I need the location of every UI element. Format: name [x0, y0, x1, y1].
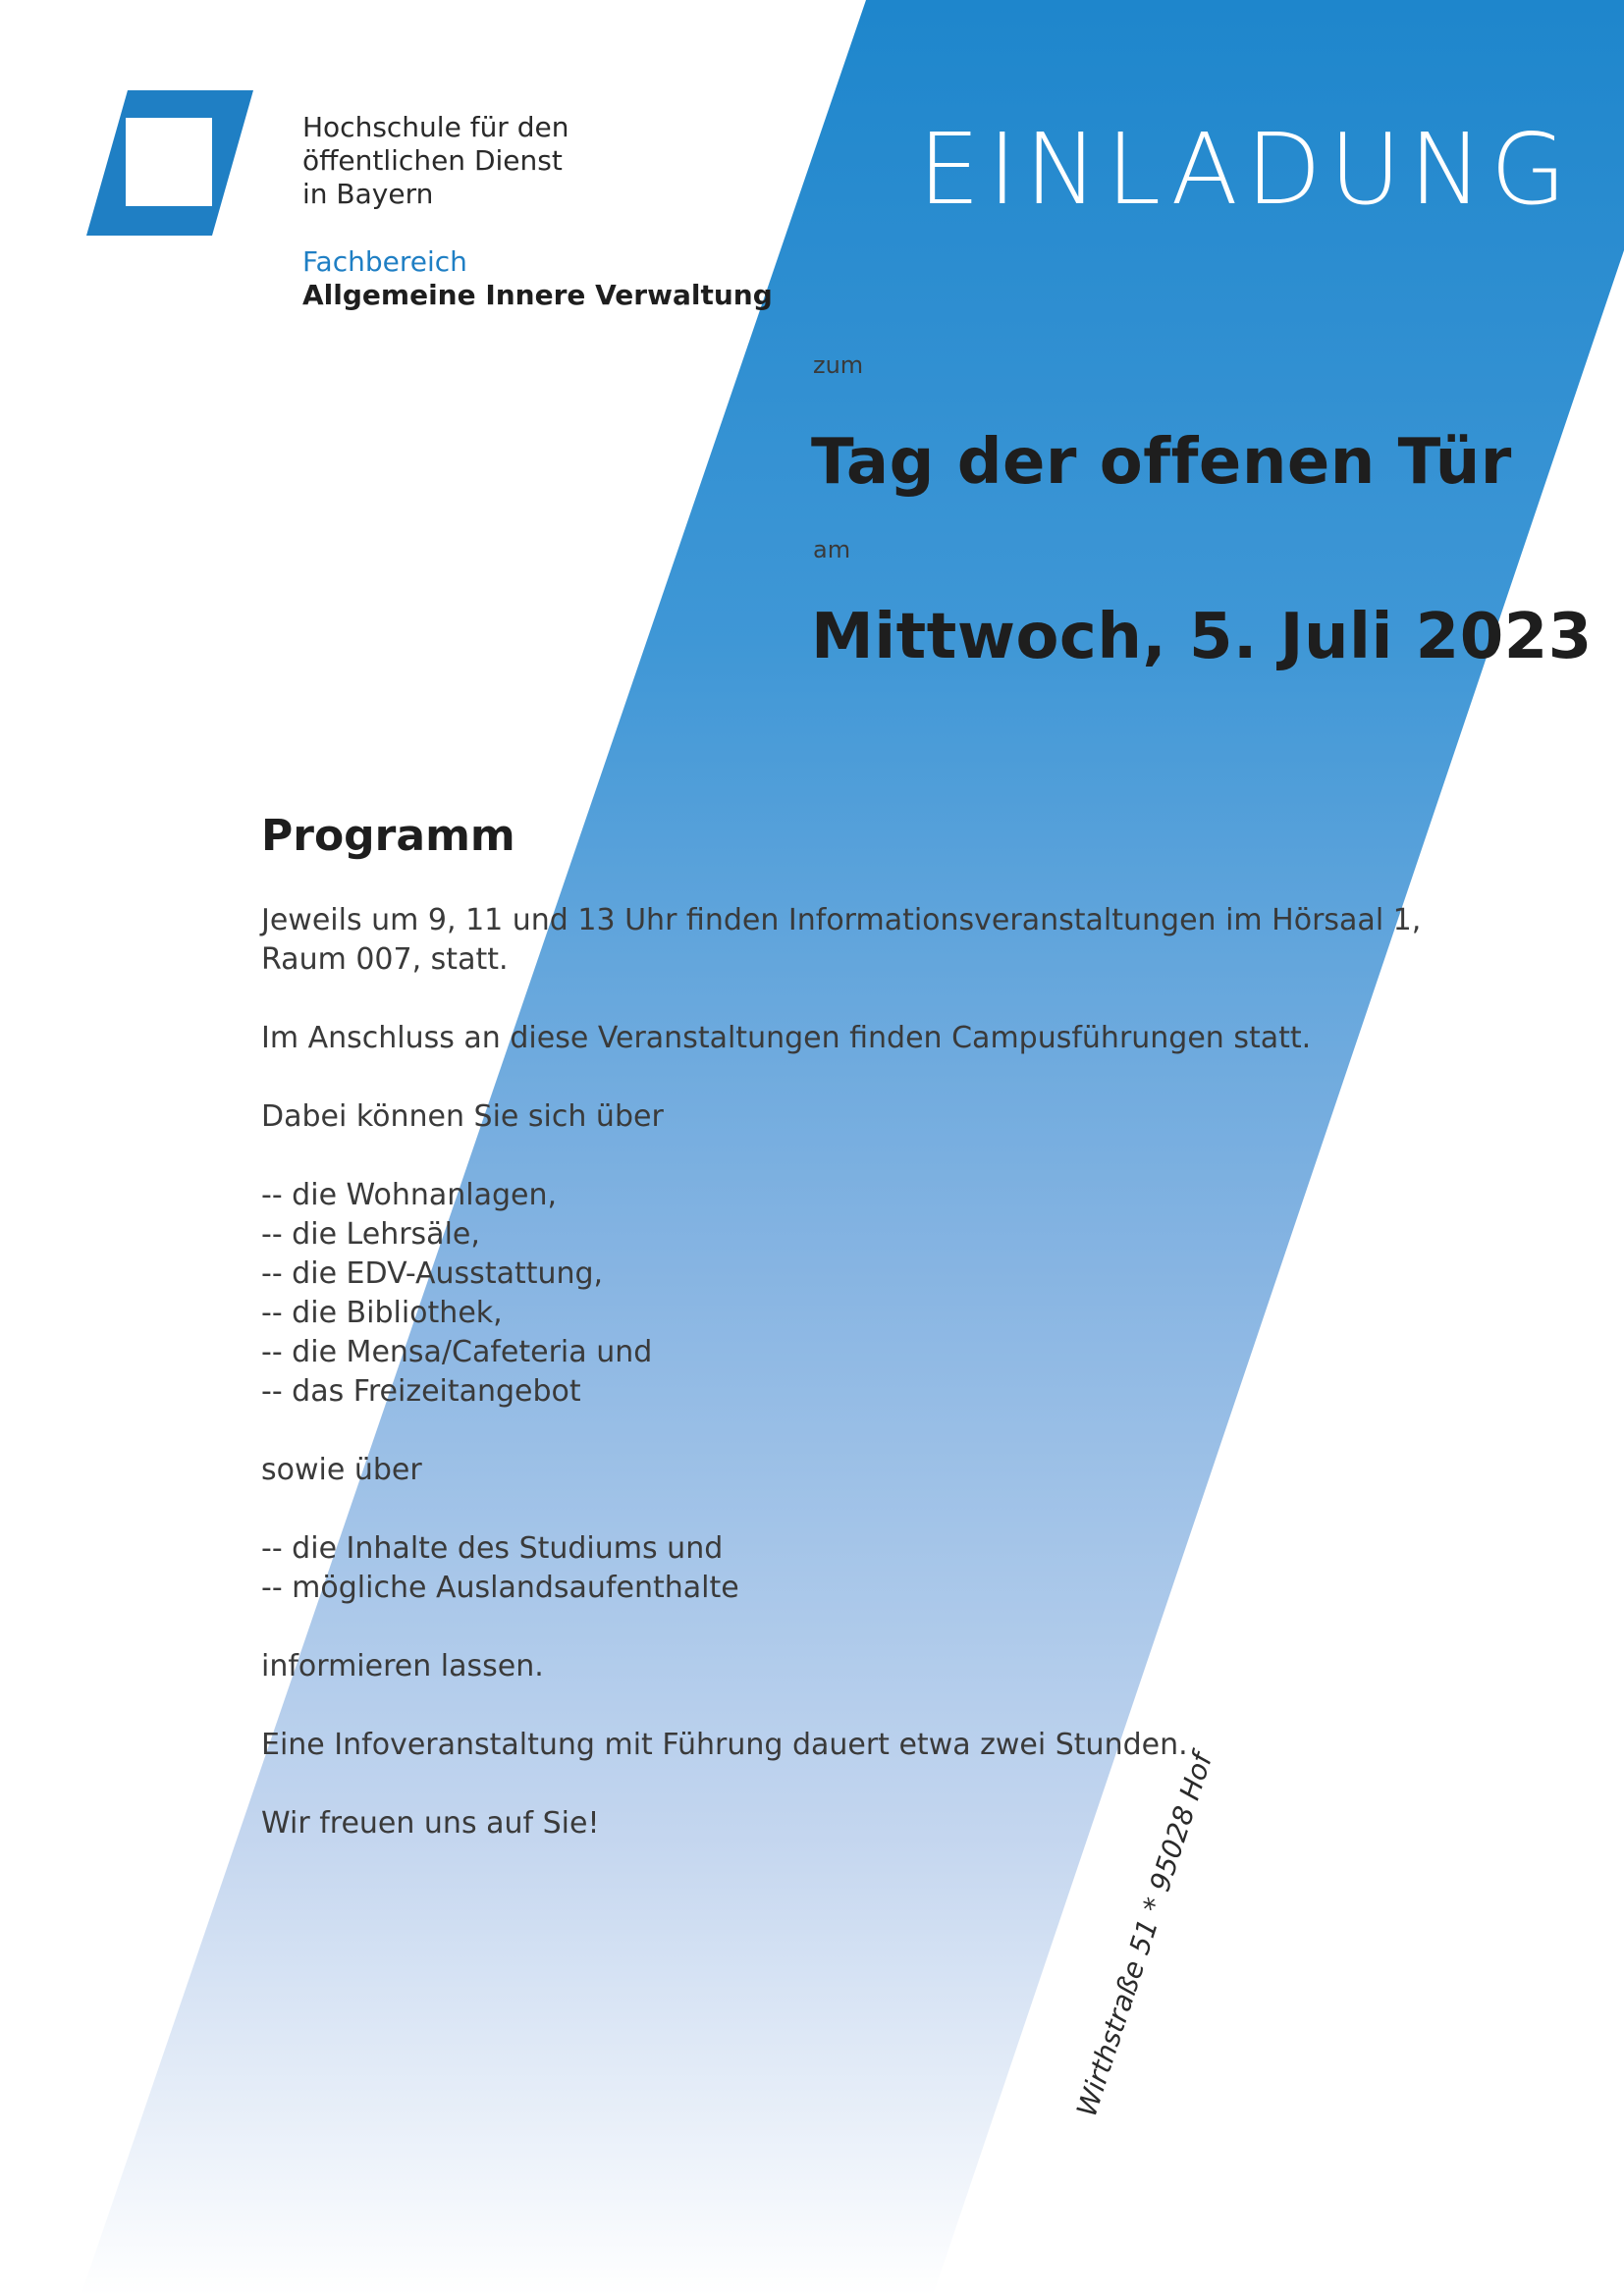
- department: [302, 245, 773, 312]
- event-date: Mittwoch, 5. Juli 2023: [811, 601, 1593, 673]
- followup-text: Im Anschluss an diese Veranstaltungen finden Campusführungen statt.: [261, 1021, 1312, 1055]
- program-body: [261, 901, 1439, 1843]
- intro-line-1: Jeweils um 9, 11 und 13 Uhr finden Informationsveranstaltungen im Hörsaal 1,: [261, 903, 1422, 937]
- greeting-text: Wir freuen uns auf Sie!: [261, 1806, 600, 1841]
- list-item: -- die EDV-Ausstattung,: [261, 1256, 604, 1291]
- list-item: -- das Freizeitangebot: [261, 1374, 581, 1409]
- institution-name: [302, 111, 568, 211]
- department-name: Allgemeine Innere Verwaltung: [302, 279, 773, 311]
- institution-name-line-1: Hochschule für den: [302, 111, 569, 143]
- institution-name-line-2: öffentlichen Dienst: [302, 144, 563, 177]
- list-item: -- die Lehrsäle,: [261, 1217, 480, 1252]
- list-item: -- die Bibliothek,: [261, 1296, 503, 1330]
- institution-name-line-3: in Bayern: [302, 178, 434, 210]
- lead-text: Dabei können Sie sich über: [261, 1099, 664, 1134]
- institution-logo: [86, 90, 253, 236]
- duration-text: Eine Infoveranstaltung mit Führung dauert etwa zwei Stunden.: [261, 1728, 1188, 1762]
- list-item: -- die Wohnanlagen,: [261, 1178, 558, 1212]
- address: Wirthstraße 51 * 95028 Hof: [1070, 1748, 1219, 2121]
- list-item: -- die Mensa/Cafeteria und: [261, 1335, 653, 1369]
- event-title: Tag der offenen Tür: [811, 426, 1512, 499]
- intro-line-2: Raum 007, statt.: [261, 942, 509, 977]
- list-item: -- mögliche Auslandsaufenthalte: [261, 1571, 739, 1605]
- am-label: am: [813, 536, 851, 563]
- sowie-text: sowie über: [261, 1453, 422, 1487]
- closing-text: informieren lassen.: [261, 1649, 544, 1683]
- program-heading: Programm: [261, 811, 515, 861]
- invitation-title: EINLADUNG: [918, 112, 1575, 227]
- zum-label: zum: [813, 351, 864, 379]
- department-label: Fachbereich: [302, 245, 467, 278]
- list-item: -- die Inhalte des Studiums und: [261, 1531, 724, 1566]
